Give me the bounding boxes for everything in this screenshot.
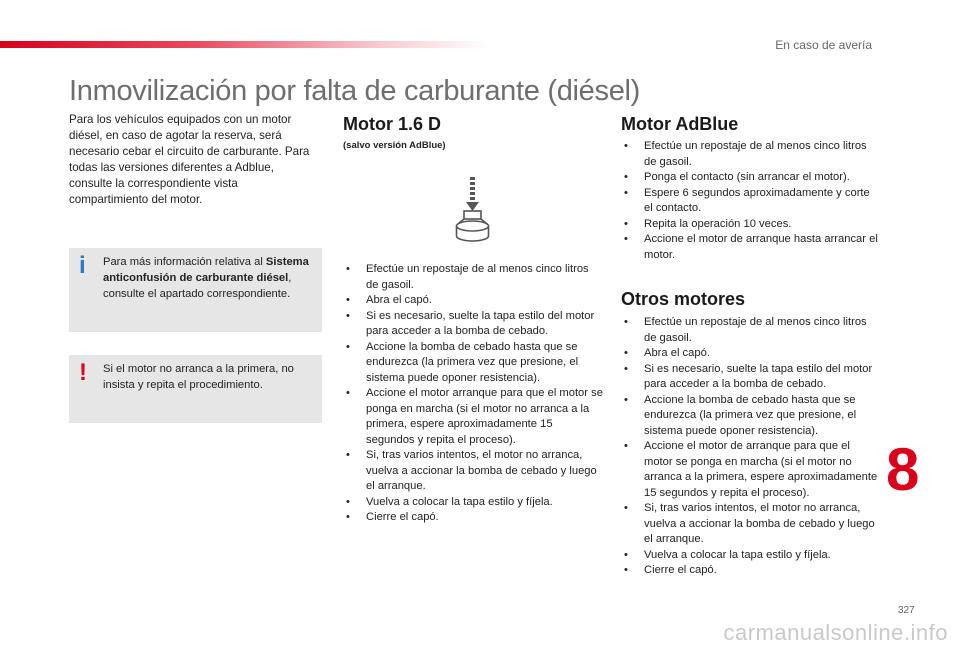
step-item: • Cierre el capó.: [343, 510, 603, 526]
step-item: • Efectúe un repostaje de al menos cinco litros de gasoil.: [343, 262, 603, 293]
step-item: • Abra el capó.: [621, 346, 879, 362]
step-item: • Efectúe un repostaje de al menos cinco litros de gasoil.: [621, 315, 879, 346]
step-item: • Accione la bomba de cebado hasta que se endurezca (la primera vez que presione, el sistema puede oponer resistencia).: [621, 393, 879, 440]
watermark: carmanualsonline.info: [723, 620, 948, 645]
page-title: Inmovilización por falta de carburante (diésel): [69, 75, 641, 107]
adblue-steps-list: [621, 139, 879, 263]
adblue-heading: Motor AdBlue: [621, 114, 739, 134]
page-number: 327: [898, 605, 915, 616]
info-box-text: [103, 254, 318, 302]
step-item: • Cierre el capó.: [621, 563, 879, 579]
motor16-heading: Motor 1.6 D: [343, 114, 442, 134]
step-item: • Accione la bomba de cebado hasta que se endurezca (la primera vez que presione, el sistema puede oponer resistencia).: [343, 340, 603, 387]
intro-paragraph: Para los vehículos equipados con un motor diésel, en caso de agotar la reserva, será necesario cebar el circuito de carburante. Para todas las versiones diferentes a Adblue, consulte la correspondiente vista compartimiento del motor.: [69, 113, 310, 206]
motor16-steps-list: [343, 262, 603, 526]
step-item: • Ponga el contacto (sin arrancar el motor).: [621, 170, 879, 186]
step-item: • Espere 6 segundos aproximadamente y corte el contacto.: [621, 186, 879, 217]
step-item: • Abra el capó.: [343, 293, 603, 309]
step-item: • Repita la operación 10 veces.: [621, 217, 879, 233]
info-text-after: , consulte el apartado correspondiente.: [103, 272, 292, 300]
info-text-before: Para más información relativa al: [103, 256, 266, 268]
otros-steps-list: [621, 315, 879, 579]
step-item: • Vuelva a colocar la tapa estilo y fíjela.: [343, 495, 603, 511]
step-item: • Accione el motor de arranque para que el motor se ponga en marcha (si el motor no arranca a la primera, espere aproximadamente 15 segundos y repita el proceso).: [621, 439, 879, 501]
step-item: • Si, tras varios intentos, el motor no arranca, vuelva a accionar la bomba de cebado y luego el arranque.: [621, 501, 879, 548]
section-label: En caso de avería: [775, 38, 872, 52]
header-accent-bar: [0, 41, 490, 48]
warning-box-text: Si el motor no arranca a la primera, no insista y repita el procedimiento.: [103, 363, 294, 391]
info-icon: i: [79, 252, 86, 279]
info-box: [69, 248, 322, 332]
step-item: • Accione el motor arranque para que el motor se ponga en marcha (si el motor no arranca a la primera, espere aproximadamente 15 segundos y repita el proceso).: [343, 386, 603, 448]
warning-icon: !: [79, 359, 87, 386]
step-item: • Efectúe un repostaje de al menos cinco litros de gasoil.: [621, 139, 879, 170]
otros-heading: Otros motores: [621, 289, 746, 309]
info-text-bold: Sistema anticonfusión de carburante diésel: [103, 256, 309, 284]
motor16-subheading: (salvo versión AdBlue): [343, 140, 446, 151]
chapter-number: 8: [886, 436, 920, 503]
warning-box: [69, 355, 322, 423]
step-item: • Si es necesario, suelte la tapa estilo del motor para acceder a la bomba de cebado.: [621, 362, 879, 393]
step-item: • Si, tras varios intentos, el motor no arranca, vuelva a accionar la bomba de cebado y luego el arranque.: [343, 448, 603, 495]
step-item: • Vuelva a colocar la tapa estilo y fíjela.: [621, 548, 879, 564]
step-item: • Si es necesario, suelte la tapa estilo del motor para acceder a la bomba de cebado.: [343, 309, 603, 340]
priming-pump-icon: [450, 175, 494, 245]
step-item: • Accione el motor de arranque hasta arrancar el motor.: [621, 232, 879, 263]
